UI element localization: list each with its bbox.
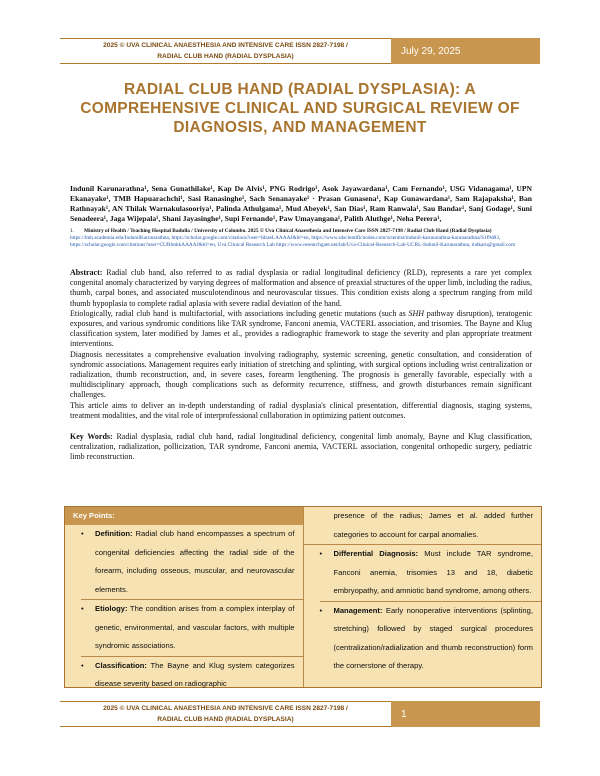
keywords [70, 432, 532, 463]
footer-journal [60, 701, 391, 727]
abstract [70, 268, 532, 421]
key-points-left-column [65, 507, 304, 687]
author-list: Indunil Karunarathna¹, Sena Gunathilake¹, Kap De Alvis¹, PNG Rodrigo¹, Asok Jayawardana¹, Cam Fernando¹, USG Vidanagama¹, UPN Ekanayake¹, TMB Hapuarachchi¹, Sasi Ranasinghe¹, Sach Senanayake¹ · Prasan Gunasena¹, Kap Gunawardana¹, Sam Rajapaksha¹, Ban Rathnayak¹, AN Thilak Warnakulasooriya¹, Palinda Athulgama¹, Mud Abeyek¹, San Dias¹, Ram Ranwala¹, Sau Bandar¹, Sanj Godage¹, Suni Senadeera¹, Jaga Wijepala¹, Shani Jayasinghe¹, Supi Fernando¹, Paw Umayangana¹, Palith Aluthge¹, Neha Perera¹, [70, 184, 532, 223]
key-points-right-column [304, 507, 542, 687]
key-point-classification: • Classification: The Bayne and Klug system categorizes disease severity based on radiographic [81, 657, 303, 694]
abstract-paragraph-2a: Etiologically, radial club hand is multifactorial, with associations including genetic mutations (such as [70, 308, 409, 318]
article-title: RADIAL CLUB HAND (RADIAL DYSPLASIA): A COMPREHENSIVE CLINICAL AND SURGICAL REVIEW OF DIAGNOSIS, AND MANAGEMENT [80, 81, 520, 136]
journal-line-2: RADIAL CLUB HAND (RADIAL DYSPLASIA) [157, 53, 294, 60]
abstract-paragraph-4: This article aims to deliver an in-depth understanding of radial dysplasia's clinical presentation, differential diagnosis, staging systems, treatment modalities, and the vital role of interprofessional collaboration in optimizing patient outcomes. [70, 400, 532, 420]
footer-line-2: RADIAL CLUB HAND (RADIAL DYSPLASIA) [157, 716, 294, 723]
keywords-label: Key Words: [70, 432, 113, 441]
page-number: 1 [391, 701, 540, 727]
affiliation-text: Ministry of Health / Teaching Hospital Badulla / University of Colombo. 2025 © Uva Clinical Anaesthesia and Intensive Care ISSN 2827-7198 / Radial Club Hand (Radial Dysplasia) [84, 228, 492, 234]
affiliation-links[interactable]: https://lmh.academia.edu/IndunilKarunarathna, https://scholar.google.com/citations?user=IdraeLAAAAJ&hl=en, https://www.sdscientificnodes.com/scientist/indunil-karunarathna-karunarathna/S1f9d83, https://scholar.google.com/citations?user=CURlmkkAAAAJ&hl=en, Uva Clinical Research Lab https://www.researchgate.net/lab/Uva-Clinical-Research-Lab-UCRL-Indunil-Karunarathna, indkaru@gmail.com [70, 235, 516, 248]
key-point-etiology: • Etiology: The condition arises from a complex interplay of genetic, environmental, and vascular factors, with multiple syndromic associations. [81, 600, 303, 657]
abstract-paragraph-3: Diagnosis necessitates a comprehensive evaluation involving radiography, systemic screening, genetic consultation, and consideration of syndromic associations. Management requires early initiation of stretching and splinting, with surgical options including wrist centralization or radialization, thumb reconstruction, and, in severe cases, forearm lengthening. The prognosis is generally favorable, especially with a multidisciplinary approach, though complications such as deformity recurrence, stiffness, and growth disturbances remain significant challenges. [70, 349, 532, 400]
affiliation-number: 1. [70, 228, 74, 234]
key-points-heading: Key Points: [65, 507, 303, 525]
key-point-differential-diagnosis: • Differential Diagnosis: Must include TAR syndrome, Fanconi anemia, trisomies 13 and 18, diabetic embryopathy, and amniotic band syndrome, among others. [320, 545, 542, 602]
page-header [60, 38, 540, 64]
publication-date: July 29, 2025 [391, 38, 540, 64]
abstract-label: Abstract: [70, 268, 103, 277]
page-footer [60, 701, 540, 727]
abstract-paragraph-2b: pathway disruption), teratogenic exposures, and various syndromic conditions like TAR syndrome, Fanconi anemia, VACTERL association, and trisomies. The Bayne and Klug classification system, later modified by James et al., provides a radiographic framework to stage the severity and plan appropriate treatment interventions. [70, 308, 532, 349]
abstract-paragraph-1: Radial club hand, also referred to as radial dysplasia or radial longitudinal deficiency (RLD), represents a rare yet complex congenital anomaly characterized by varying degrees of malformation and absence of preaxial structures of the upper limb, including the radius, thumb, carpal bones, and associated musculotendinous and neurovascular tissues. This condition exists along a spectrum ranging from mild thumb hypoplasia to complete radial aplasia with severe radial deviation of the hand. [70, 268, 532, 308]
keywords-text: Radial dysplasia, radial club hand, radial longitudinal deficiency, congenital limb anomaly, Bayne and Klug classification, centralization, radialization, pollicization, TAR syndrome, Fanconi anemia, VACTERL association, congenital orthopedic surgery, pediatric limb reconstruction. [70, 432, 532, 462]
key-point-management: • Management: Early nonoperative interventions (splinting, stretching) followed by staged surgical procedures (centralization/radialization and thumb reconstruction) form the cornerstone of therapy. [320, 602, 542, 676]
affiliation [70, 228, 532, 249]
journal-line-1: 2025 © UVA CLINICAL ANAESTHESIA AND INTENSIVE CARE ISSN 2827-7198 / [103, 42, 348, 49]
gene-name: SHH [408, 308, 425, 318]
journal-header [60, 38, 391, 64]
key-point-continuation: presence of the radius; James et al. added further categories to account for carpal anomalies. [304, 507, 542, 545]
key-point-definition: • Definition: Radial club hand encompasses a spectrum of congenital deficiencies affecting the radial side of the forearm, including osseous, muscular, and neurovascular elements. [81, 525, 303, 600]
key-points-box [64, 506, 542, 688]
footer-line-1: 2025 © UVA CLINICAL ANAESTHESIA AND INTENSIVE CARE ISSN 2827-7198 / [103, 705, 348, 712]
